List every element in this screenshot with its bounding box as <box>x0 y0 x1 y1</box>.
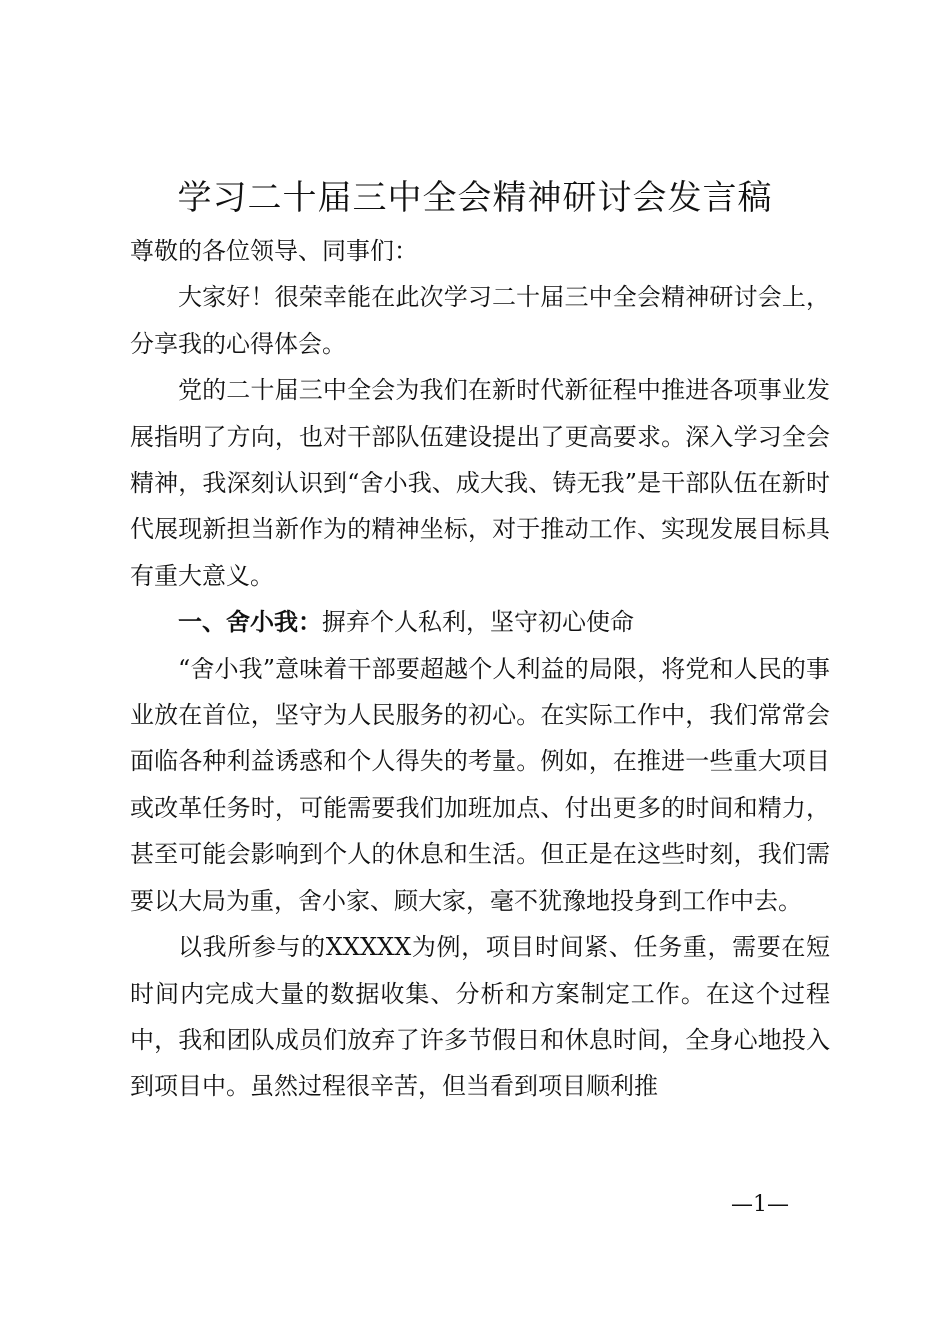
section-heading-label: 一、舍小我： <box>178 608 322 637</box>
paragraph-introduction: 党的二十届三中全会为我们在新时代新征程中推进各项事业发展指明了方向，也对干部队伍建设提出了更高要求。深入学习全会精神，我深刻认识到“舍小我、成大我、铸无我”是干部队伍在新时代展现新担当新作为的精神坐标，对于推动工作、实现发展目标具有重大意义。 <box>130 376 830 590</box>
section-heading-1 <box>130 599 830 645</box>
paragraph-greeting: 大家好！很荣幸能在此次学习二十届三中全会精神研讨会上，分享我的心得体会。 <box>130 283 830 358</box>
salutation: 尊敬的各位领导、同事们： <box>130 237 418 265</box>
section-heading-text: 摒弃个人私利，坚守初心使命 <box>322 608 634 637</box>
page-number: —1— <box>731 1192 789 1217</box>
document-title: 学习二十届三中全会精神研讨会发言稿 <box>177 178 773 218</box>
document-body <box>130 228 830 1110</box>
paragraph-section-1-body: “舍小我”意味着干部要超越个人利益的局限，将党和人民的事业放在首位，坚守为人民服务的初心。在实际工作中，我们常常会面临各种利益诱惑和个人得失的考量。例如，在推进一些重大项目或改革任务时，可能需要我们加班加点、付出更多的时间和精力，甚至可能会影响到个人的休息和生活。但正是在这些时刻，我们需要以大局为重，舍小家、顾大家，毫不犹豫地投身到工作中去。 <box>130 654 830 915</box>
paragraph-example: 以我所参与的XXXXX为例，项目时间紧、任务重，需要在短时间内完成大量的数据收集、分析和方案制定工作。在这个过程中，我和团队成员们放弃了许多节假日和休息时间，全身心地投入到项目中。虽然过程很辛苦，但当看到项目顺利推 <box>130 933 830 1101</box>
